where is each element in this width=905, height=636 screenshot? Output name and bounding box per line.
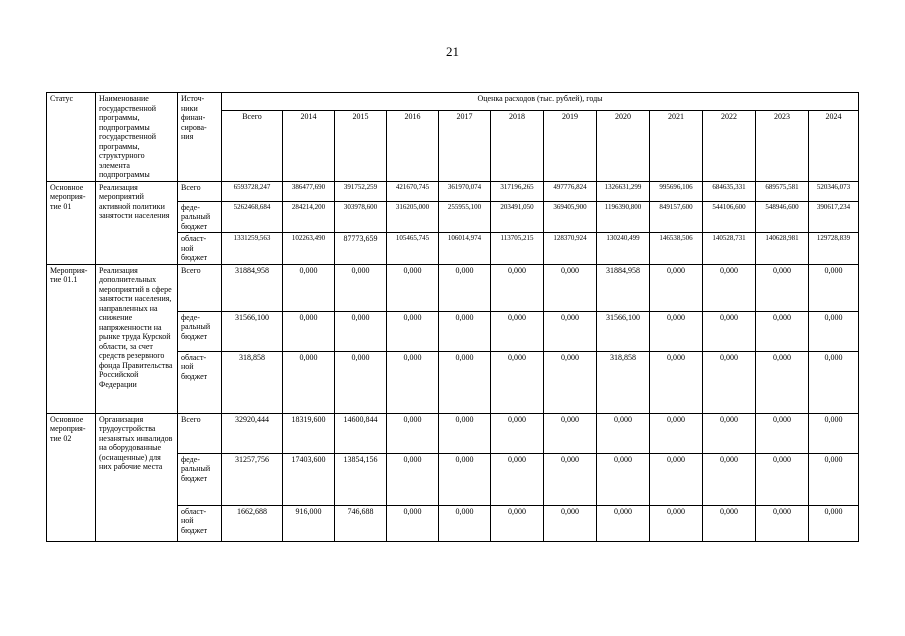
- value-cell: 0,000: [439, 453, 491, 505]
- page-number: 21: [446, 44, 459, 59]
- value-cell: 0,000: [544, 351, 597, 413]
- value-cell: 130240,499: [597, 233, 650, 265]
- value-cell: 31566,100: [222, 311, 283, 351]
- value-cell: 32920,444: [222, 413, 283, 453]
- value-cell: 0,000: [756, 505, 809, 541]
- value-cell: 13854,156: [335, 453, 387, 505]
- value-cell: 544106,600: [703, 201, 756, 233]
- value-cell: 0,000: [387, 413, 439, 453]
- value-cell: 849157,600: [650, 201, 703, 233]
- value-cell: 31884,958: [597, 264, 650, 311]
- value-cell: 140628,981: [756, 233, 809, 265]
- value-cell: 0,000: [544, 505, 597, 541]
- value-cell: 1196390,800: [597, 201, 650, 233]
- value-cell: 0,000: [809, 311, 859, 351]
- header-col-2014: 2014: [283, 111, 335, 181]
- header-col-2024: 2024: [809, 111, 859, 181]
- value-cell: 0,000: [491, 311, 544, 351]
- funding-source-cell: феде-ральный бюджет: [178, 201, 222, 233]
- value-cell: 303978,600: [335, 201, 387, 233]
- status-cell: Основное мероприя-тие 01: [47, 181, 96, 264]
- value-cell: 0,000: [335, 264, 387, 311]
- value-cell: 0,000: [703, 453, 756, 505]
- value-cell: 0,000: [809, 264, 859, 311]
- funding-source-cell: феде-ральный бюджет: [178, 311, 222, 351]
- value-cell: 5262468,684: [222, 201, 283, 233]
- value-cell: 0,000: [650, 264, 703, 311]
- value-cell: 17403,600: [283, 453, 335, 505]
- table-row: [47, 264, 859, 311]
- header-status: Статус: [47, 93, 96, 182]
- value-cell: 0,000: [439, 413, 491, 453]
- value-cell: 497776,824: [544, 181, 597, 201]
- value-cell: 128370,924: [544, 233, 597, 265]
- value-cell: 0,000: [756, 311, 809, 351]
- table-row: [47, 413, 859, 453]
- funding-source-cell: Всего: [178, 264, 222, 311]
- header-col-2016: 2016: [387, 111, 439, 181]
- value-cell: 140528,731: [703, 233, 756, 265]
- value-cell: 0,000: [387, 453, 439, 505]
- value-cell: 361970,074: [439, 181, 491, 201]
- header-col-2022: 2022: [703, 111, 756, 181]
- value-cell: 0,000: [756, 264, 809, 311]
- program-name-cell: Реализация мероприятий активной политики занятости населения: [96, 181, 178, 264]
- value-cell: 0,000: [491, 264, 544, 311]
- status-cell: Основное мероприя-тие 02: [47, 413, 96, 541]
- header-col-2017: 2017: [439, 111, 491, 181]
- value-cell: 0,000: [809, 453, 859, 505]
- value-cell: 31884,958: [222, 264, 283, 311]
- value-cell: 0,000: [756, 453, 809, 505]
- value-cell: 0,000: [387, 351, 439, 413]
- value-cell: 105465,745: [387, 233, 439, 265]
- value-cell: 0,000: [283, 311, 335, 351]
- value-cell: 0,000: [387, 505, 439, 541]
- value-cell: 0,000: [491, 413, 544, 453]
- value-cell: 0,000: [703, 413, 756, 453]
- value-cell: 0,000: [283, 351, 335, 413]
- header-col-2021: 2021: [650, 111, 703, 181]
- value-cell: 0,000: [703, 264, 756, 311]
- value-cell: 0,000: [387, 311, 439, 351]
- value-cell: 390617,234: [809, 201, 859, 233]
- header-col-2019: 2019: [544, 111, 597, 181]
- value-cell: 746,688: [335, 505, 387, 541]
- status-cell: Мероприя-тие 01.1: [47, 264, 96, 413]
- value-cell: 102263,490: [283, 233, 335, 265]
- header-estimate: Оценка расходов (тыс. рублей), годы: [222, 93, 859, 111]
- value-cell: 1331259,563: [222, 233, 283, 265]
- funding-source-cell: област-ной бюджет: [178, 351, 222, 413]
- value-cell: 87773,659: [335, 233, 387, 265]
- value-cell: 0,000: [650, 505, 703, 541]
- value-cell: 369405,900: [544, 201, 597, 233]
- value-cell: 0,000: [756, 413, 809, 453]
- funding-source-cell: Всего: [178, 413, 222, 453]
- value-cell: 0,000: [650, 351, 703, 413]
- header-col-2023: 2023: [756, 111, 809, 181]
- value-cell: 0,000: [335, 351, 387, 413]
- value-cell: 391752,259: [335, 181, 387, 201]
- value-cell: 0,000: [703, 311, 756, 351]
- value-cell: 0,000: [756, 351, 809, 413]
- value-cell: 14600,844: [335, 413, 387, 453]
- value-cell: 689575,581: [756, 181, 809, 201]
- header-col-2020: 2020: [597, 111, 650, 181]
- header-col-2015: 2015: [335, 111, 387, 181]
- value-cell: 318,858: [597, 351, 650, 413]
- value-cell: 0,000: [703, 505, 756, 541]
- value-cell: 0,000: [809, 505, 859, 541]
- value-cell: 0,000: [544, 311, 597, 351]
- funding-source-cell: феде-ральный бюджет: [178, 453, 222, 505]
- value-cell: 0,000: [597, 453, 650, 505]
- value-cell: 6593728,247: [222, 181, 283, 201]
- value-cell: 0,000: [703, 351, 756, 413]
- value-cell: 316205,000: [387, 201, 439, 233]
- program-name-cell: Организация трудоустройства незанятых инвалидов на оборудованные (оснащенные) для них рабочие места: [96, 413, 178, 541]
- value-cell: 548946,600: [756, 201, 809, 233]
- value-cell: 255955,100: [439, 201, 491, 233]
- value-cell: 317196,265: [491, 181, 544, 201]
- value-cell: 0,000: [439, 351, 491, 413]
- value-cell: 18319,600: [283, 413, 335, 453]
- value-cell: 0,000: [544, 413, 597, 453]
- value-cell: 318,858: [222, 351, 283, 413]
- value-cell: 284214,200: [283, 201, 335, 233]
- value-cell: 0,000: [491, 453, 544, 505]
- value-cell: 0,000: [335, 311, 387, 351]
- value-cell: 0,000: [650, 453, 703, 505]
- value-cell: 0,000: [650, 413, 703, 453]
- funding-source-cell: Всего: [178, 181, 222, 201]
- value-cell: 0,000: [387, 264, 439, 311]
- value-cell: 146538,506: [650, 233, 703, 265]
- value-cell: 0,000: [439, 264, 491, 311]
- value-cell: 0,000: [439, 505, 491, 541]
- header-col-2018: 2018: [491, 111, 544, 181]
- value-cell: 0,000: [597, 413, 650, 453]
- value-cell: 0,000: [809, 413, 859, 453]
- value-cell: 106014,974: [439, 233, 491, 265]
- value-cell: 0,000: [439, 311, 491, 351]
- value-cell: 1326631,299: [597, 181, 650, 201]
- value-cell: 31257,756: [222, 453, 283, 505]
- value-cell: 0,000: [650, 311, 703, 351]
- value-cell: 386477,690: [283, 181, 335, 201]
- value-cell: 421670,745: [387, 181, 439, 201]
- value-cell: 0,000: [809, 351, 859, 413]
- value-cell: 520346,073: [809, 181, 859, 201]
- budget-table: [46, 92, 859, 542]
- value-cell: 31566,100: [597, 311, 650, 351]
- value-cell: 1662,688: [222, 505, 283, 541]
- header-col-total: Всего: [222, 111, 283, 181]
- table-row: [47, 181, 859, 201]
- value-cell: 0,000: [491, 505, 544, 541]
- header-source: Источ-ники финан-сирова-ния: [178, 93, 222, 182]
- value-cell: 0,000: [283, 264, 335, 311]
- value-cell: 0,000: [544, 264, 597, 311]
- funding-source-cell: област-ной бюджет: [178, 233, 222, 265]
- value-cell: 0,000: [491, 351, 544, 413]
- value-cell: 995696,106: [650, 181, 703, 201]
- program-name-cell: Реализация дополнительных мероприятий в сфере занятости населения, направленных на снижение напряженности на рынке труда Курской области, за счет средств резервного фонда Правительства Российской Федерации: [96, 264, 178, 413]
- value-cell: 203491,050: [491, 201, 544, 233]
- value-cell: 684635,331: [703, 181, 756, 201]
- header-name: Наименование государственной программы, подпрограммы государственной программы, структурного элемента подпрограммы: [96, 93, 178, 182]
- value-cell: 113705,215: [491, 233, 544, 265]
- value-cell: 129728,839: [809, 233, 859, 265]
- value-cell: 916,000: [283, 505, 335, 541]
- value-cell: 0,000: [544, 453, 597, 505]
- funding-source-cell: област-ной бюджет: [178, 505, 222, 541]
- value-cell: 0,000: [597, 505, 650, 541]
